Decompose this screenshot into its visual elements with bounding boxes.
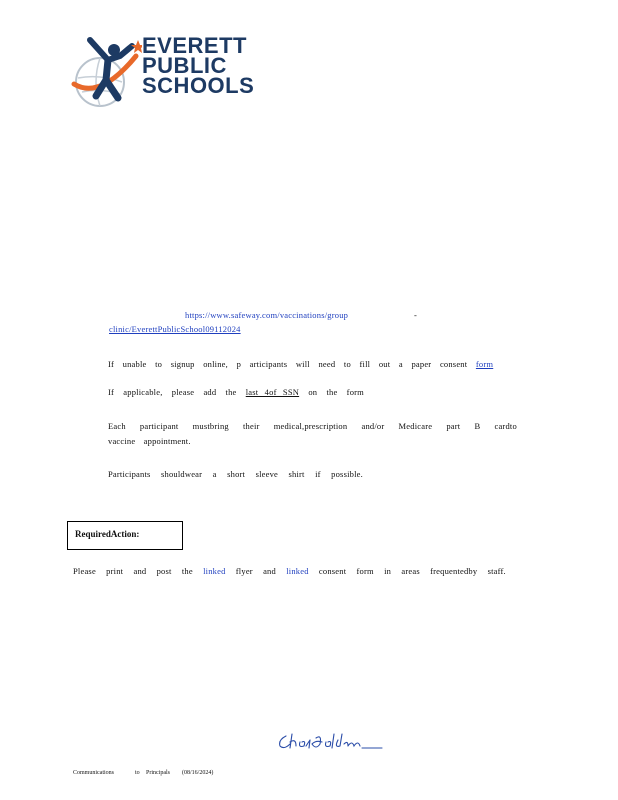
bullet-item-ssn: If applicable, please add the last 4of SSN on the form bbox=[108, 387, 364, 397]
form-link[interactable]: form bbox=[475, 359, 494, 369]
bullet-item-signup: If unable to signup online, p articipants will need to fill out a paper consent form bbox=[108, 359, 500, 369]
consent-link[interactable]: linked bbox=[286, 566, 309, 576]
signup-link-part2[interactable]: clinic/EverettPublicSchool09112024 bbox=[109, 324, 241, 334]
bullet-item-medical-card: Each participant mustbring their medical,prescription and/or Medicare part B cardto bbox=[108, 421, 517, 431]
footer-c: Principals bbox=[146, 770, 170, 776]
required-action-box bbox=[67, 521, 183, 550]
action-line: Please print and post the linked flyer and linked consent form in areas frequentedby staff. bbox=[73, 566, 506, 576]
required-action-heading: RequiredAction: bbox=[75, 529, 140, 539]
district-logo bbox=[70, 34, 255, 114]
signature-icon bbox=[276, 730, 386, 754]
bullet-item-medical-card-line2: vaccine appointment. bbox=[108, 436, 191, 446]
footer-a: Communications bbox=[73, 770, 114, 776]
logo-figure-icon bbox=[70, 34, 142, 112]
signup-link-dash: - bbox=[414, 310, 418, 320]
logo-wordmark: EVERETT PUBLIC SCHOOLS bbox=[142, 33, 255, 98]
footer-date: (08/16/2024) bbox=[182, 770, 214, 776]
footer-b: to bbox=[135, 770, 140, 776]
ssn-underlined: last 4of SSN bbox=[245, 387, 300, 397]
signup-link-part1[interactable]: https://www.safeway.com/vaccinations/group bbox=[185, 310, 349, 320]
flyer-link[interactable]: linked bbox=[203, 566, 226, 576]
bullet-item-sleeve: Participants shouldwear a short sleeve shirt if possible. bbox=[108, 469, 363, 479]
